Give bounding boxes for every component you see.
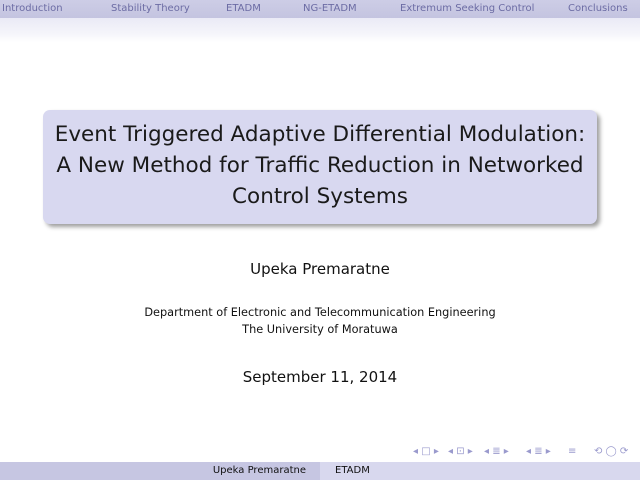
footer-right — [320, 462, 640, 480]
section-navigation-icon[interactable]: ◂ ≣ ▸ — [484, 446, 509, 457]
author-name: Upeka Premaratne — [250, 260, 390, 278]
nav-section-stability-theory[interactable]: Stability Theory — [111, 3, 190, 14]
title-line-3: Control Systems — [232, 184, 408, 209]
presentation-date: September 11, 2014 — [242, 368, 398, 386]
footer-left — [0, 462, 320, 480]
subsection-navigation-icon[interactable]: ◂ ⊡ ▸ — [448, 446, 473, 457]
nav-section-etadm[interactable]: ETADM — [226, 3, 261, 14]
footer-short-title: ETADM — [335, 465, 370, 476]
align-icon[interactable]: ≡ — [568, 446, 577, 457]
footer-author: Upeka Premaratne — [212, 465, 306, 476]
footer-bar — [0, 462, 640, 480]
institution-department: Department of Electronic and Telecommunication Engineering — [144, 306, 496, 319]
title-line-1: Event Triggered Adaptive Differential Modulation: — [54, 122, 586, 147]
nav-section-introduction[interactable]: Introduction — [2, 3, 63, 14]
title-box — [43, 110, 597, 224]
frame-navigation-icon[interactable]: ◂ □ ▸ — [413, 446, 439, 457]
nav-section-extremum-seeking-control[interactable]: Extremum Seeking Control — [400, 3, 535, 14]
institution-university: The University of Moratuwa — [242, 323, 398, 336]
subsection-list-navigation-icon[interactable]: ◂ ≣ ▸ — [526, 446, 551, 457]
search-zoom-icon[interactable]: ⟲ ◯ ⟳ — [594, 446, 629, 457]
section-navigation-bar — [0, 0, 640, 18]
nav-section-ng-etadm[interactable]: NG-ETADM — [303, 3, 357, 14]
navigation-strip — [0, 18, 640, 42]
title-line-2: A New Method for Traffic Reduction in Networked — [56, 153, 584, 178]
nav-section-conclusions[interactable]: Conclusions — [568, 3, 628, 14]
